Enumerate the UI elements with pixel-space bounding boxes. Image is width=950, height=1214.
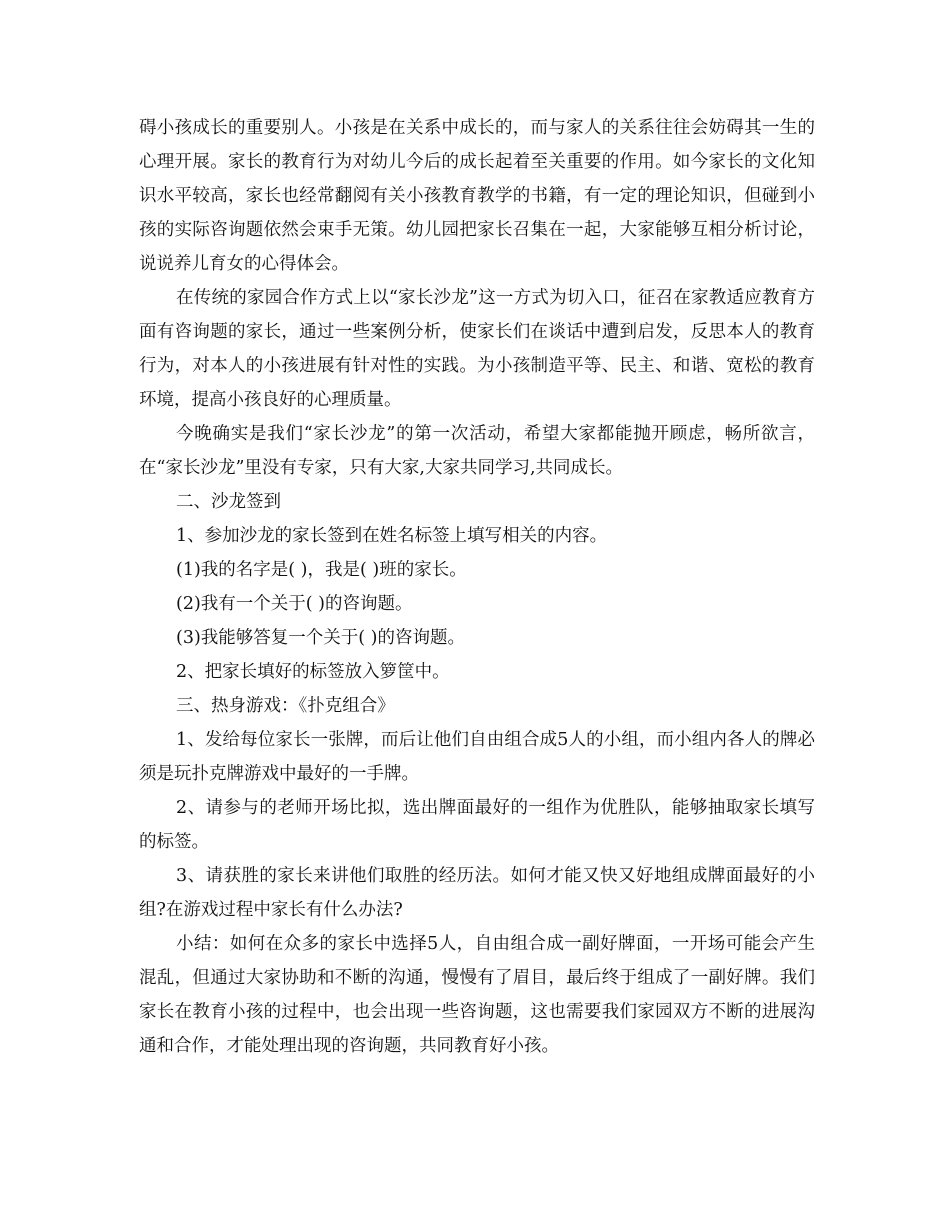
list-item: 3、请获胜的家长来讲他们取胜的经历法。如何才能又快又好地组成牌面最好的小组?在游戏过程中家长有什么办法? (139, 866, 815, 920)
list-item: (2)我有一个关于( )的咨询题。 (176, 594, 413, 614)
list-item: 1、发给每位家长一张牌，而后让他们自由组合成5人的小组，而小组内各人的牌必须是玩扑克牌游戏中最好的一手牌。 (139, 730, 815, 784)
list-item: 2、把家长填好的标签放入箩筐中。 (176, 662, 450, 682)
section-heading: 二、沙龙签到 (176, 492, 281, 512)
list-item: (3)我能够答复一个关于( )的咨询题。 (176, 628, 466, 648)
paragraph: 碍小孩成长的重要别人。小孩是在关系中成长的，而与家人的关系往往会妨碍其一生的心理开展。家长的教育行为对幼儿今后的成长起着至关重要的作用。如今家长的文化知识水平较高，家长也经常翻阅有关小孩教育教学的书籍，有一定的理论知识，但碰到小孩的实际咨询题依然会束手无策。幼儿园把家长召集在一起，大家能够互相分析讨论，说说养儿育女的心得体会。 (139, 118, 815, 274)
list-item: 1、参加沙龙的家长签到在姓名标签上填写相关的内容。 (176, 526, 608, 546)
list-item: (1)我的名字是( )，我是( )班的家长。 (176, 560, 467, 580)
paragraph: 今晚确实是我们“家长沙龙”的第一次活动，希望大家都能抛开顾虑，畅所欲言，在“家长沙龙”里没有专家，只有大家,大家共同学习,共同成长。 (139, 424, 815, 478)
summary-paragraph: 小结：如何在众多的家长中选择5人，自由组合成一副好牌面，一开场可能会产生混乱，但通过大家协助和不断的沟通，慢慢有了眉目，最后终于组成了一副好牌。我们家长在教育小孩的过程中，也会出现一些咨询题，这也需要我们家园双方不断的进展沟通和合作，才能处理出现的咨询题，共同教育好小孩。 (139, 934, 815, 1056)
list-item: 2、请参与的老师开场比拟，选出牌面最好的一组作为优胜队，能够抽取家长填写的标签。 (139, 798, 815, 852)
paragraph: 在传统的家园合作方式上以“家长沙龙”这一方式为切入口，征召在家教适应教育方面有咨询题的家长，通过一些案例分析，使家长们在谈话中遭到启发，反思本人的教育行为，对本人的小孩进展有针对性的实践。为小孩制造平等、民主、和谐、宽松的教育环境，提高小孩良好的心理质量。 (139, 288, 815, 410)
document-body (139, 111, 815, 1063)
section-heading: 三、热身游戏：《扑克组合》 (176, 696, 395, 716)
